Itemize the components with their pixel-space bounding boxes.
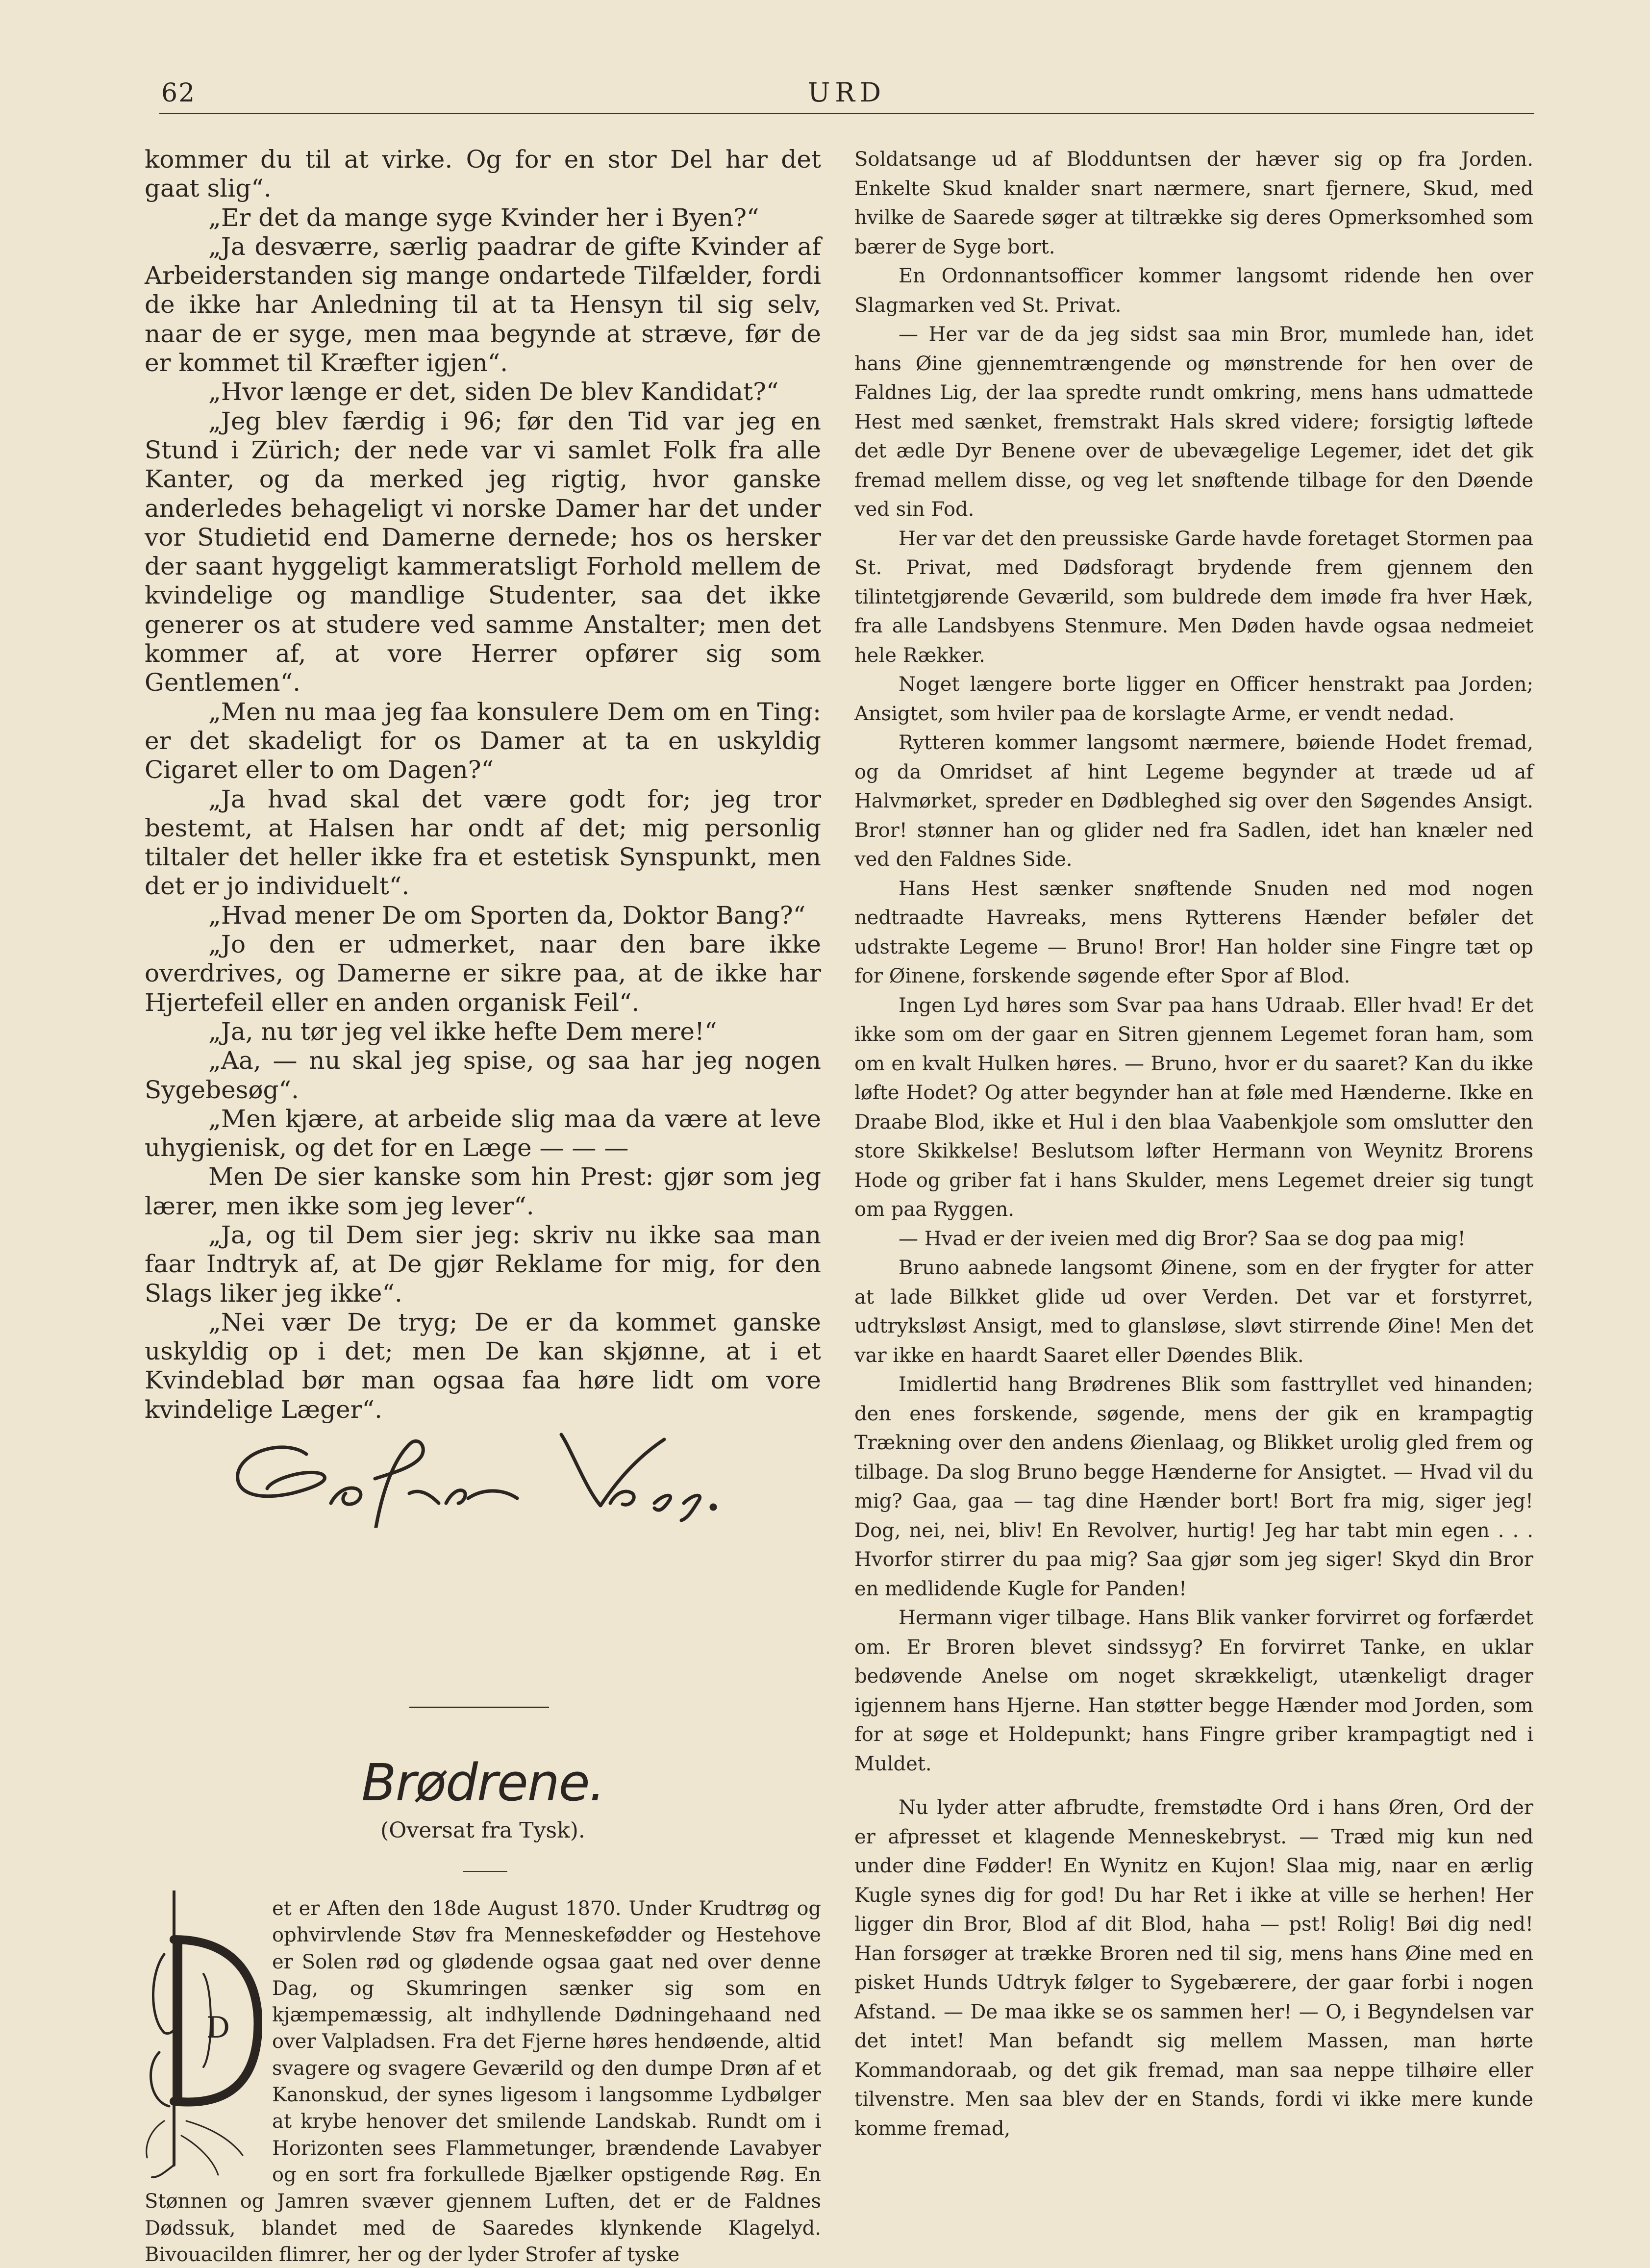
decorative-initial: [145, 1890, 262, 2180]
running-title: URD: [807, 77, 886, 108]
signature: [145, 1420, 821, 1528]
interview-text: [145, 145, 821, 1424]
paragraph: Ingen Lyd høres som Svar paa hans Udraab. Eller hvad! Er det ikke som om der gaar en Sitren gjennem Legemet foran ham, som om en kvalt Hulken høres. — Bruno, hvor er du saaret? Kan du ikke løfte Hodet? Og atter begynder han at føle med Hænderne. Ikke en Draabe Blod, ikke et Hul i den blaa Vaabenkjole som omslutter den store Skikkelse! Beslutsom løfter Hermann von Weynitz Brorens Hode og griber fat i hans Skulder, mens Legemet dreier sig tungt om paa Ryggen.: [854, 994, 1533, 1221]
paragraph: „Ja hvad skal det være godt for; jeg tror bestemt, at Halsen har ondt af det; mig personlig tiltaler det heller ikke fra et estetisk Synspunkt, men det er jo individuelt“.: [145, 784, 821, 901]
paragraph: Imidlertid hang Brødrenes Blik som fasttryllet ved hinanden; den enes forskende, søgende, mens der gik en krampagtig Trækning over den andens Øienlaag, og Blikket urolig gled frem og tilbage. Da slog Bruno begge Hænderne for Ansigtet. — Hvad vil du mig? Gaa, gaa — tag dine Hænder bort! Bort fra mig, siger jeg! Dog, nei, nei, bliv! En Revolver, hurtig! Jeg har tabt min egen . . . Hvorfor stirrer du paa mig? Saa gjør som jeg siger! Skyd din Bror en medlidende Kugle for Panden!: [854, 1373, 1533, 1600]
paragraph: Soldatsange ud af Blodduntsen der hæver sig op fra Jorden. Enkelte Skud knalder snart nærmere, snart fjernere, Skud, med hvilke de Saarede søger at tiltrække sig deres Opmerksomhed som bærer de Syge bort.: [854, 148, 1533, 258]
paragraph: „Ja, nu tør jeg vel ikke hefte Dem mere!“: [208, 1017, 717, 1046]
paragraph: Nu lyder atter afbrudte, fremstødte Ord i hans Øren, Ord der er afpresset et klagende Menneskebryst. — Træd mig kun ned under dine Fødder! En Wynitz en Kujon! Slaa mig, naar en ærlig Kugle synes dig for god! Du har Ret i ikke at ville se herhen! Her ligger din Bror, Blod af dit Blod, haha — pst! Rolig! Bøi dig ned! Han forsøger at trække Broren ned til sig, mens hans Øine med en pisket Hunds Udtryk følger to Sygebærere, der gaar forbi i nogen Afstand. — De maa ikke se os sammen her! — O, i Begyndelsen var det intet! Man befandt sig mellem Massen, man hørte Kommandoraab, og det gik fremad, man saa neppe tilhøire eller tilvenstre. Men saa blev der en Stands, fordi vi ikke mere kunde komme fremad,: [854, 1796, 1533, 2140]
paragraph: „Ja desværre, særlig paadrar de gifte Kvinder af Arbeiderstanden sig mange ondartede Tilfælder, fordi de ikke har Anledning til at ta Hensyn til sig selv, naar de er syge, men maa begynde at stræve, før de er kommet til Kræfter igjen“.: [145, 232, 821, 378]
paragraph: En Ordonnantsofficer kommer langsomt ridende hen over Slagmarken ved St. Privat.: [854, 265, 1533, 317]
paragraph: Her var det den preussiske Garde havde foretaget Stormen paa St. Privat, med Dødsforagt brydende frem gjennem den tilintetgjørende Geværild, som buldrede dem imøde fra hver Hæk, fra alle Landsbyens Stenmure. Men Døden havde ogsaa nedmeiet hele Rækker.: [854, 527, 1533, 667]
paragraph: „Jo den er udmerket, naar den bare ikke overdrives, og Damerne er sikre paa, at de ikke har Hjertefeil eller en anden organisk Feil“.: [145, 930, 821, 1017]
paragraph: Rytteren kommer langsomt nærmere, bøiende Hodet fremad, og da Omridset af hint Legeme begynder at træde ud af Halvmørket, spreder en Dødbleghed sig over den Søgendes Ansigt. Bror! stønner han og glider ned fra Sadlen, idet han knæler ned ved den Faldnes Side.: [854, 731, 1533, 871]
paragraph: „Nei vær De tryg; De er da kommet ganske uskyldig op i det; men De kan skjønne, at i et Kvindeblad bør man ogsaa faa høre lidt om vore kvindelige Læger“.: [145, 1308, 821, 1424]
page-number: 62: [161, 78, 196, 108]
paragraph: „Hvor længe er det, siden De blev Kandidat?“: [208, 378, 779, 406]
paragraph: Bruno aabnede langsomt Øinene, som en der frygter for atter at lade Bilkket glide ud over Verden. Det var et forstyrret, udtryksløst Ansigt, med to glansløse, sløvt stirrende Øine! Men det var ikke en haardt Saaret eller Døendes Blik.: [854, 1257, 1533, 1367]
paragraph: „Aa, — nu skal jeg spise, og saa har jeg nogen Sygebesøg“.: [145, 1046, 821, 1104]
paragraph: „Er det da mange syge Kvinder her i Byen?“: [208, 203, 759, 232]
paragraph: „Men nu maa jeg faa konsulere Dem om en Ting: er det skadeligt for os Damer at ta en uskyldig Cigaret eller to om Dagen?“: [145, 697, 821, 784]
paragraph: „Ja, og til Dem sier jeg: skriv nu ikke saa man faar Indtryk af, at De gjør Reklame for mig, for den Slags liker jeg ikke“.: [145, 1220, 821, 1308]
story-title: Brødrene.: [361, 1753, 604, 1813]
section-divider: [409, 1707, 549, 1708]
paragraph: Hermann viger tilbage. Hans Blik vanker forvirret og forfærdet om. Er Broren blevet sindssyg? En forvirret Tanke, en uklar bedøvende Anelse om noget skrækkeligt, utænkeligt drager igjennem hans Hjerne. Han støtter begge Hænder mod Jorden, som for at søge et Holdepunkt; hans Fingre griber krampagtigt ned i Muldet.: [854, 1607, 1533, 1775]
story-subtitle: (Oversat fra Tysk).: [380, 1818, 585, 1843]
page-header: [159, 74, 1534, 114]
right-column: [854, 145, 1533, 2143]
paragraph: Men De sier kanske som hin Prest: gjør som jeg lærer, men ikke som jeg lever“.: [145, 1162, 821, 1220]
paragraph: — Her var de da jeg sidst saa min Bror, mumlede han, idet hans Øine gjennemtrængende og mønstrende for hen over de Faldnes Lig, der laa spredte rundt omkring, mens hans udmattede Hest med sænket, fremstrakt Hals skred videre; forsigtig løftede det ædle Dyr Benene over de ubevægelige Legemer, idet det gik fremad mellem disse, og veg let snøftende tilbage for den Døende ved sin Fod.: [854, 323, 1533, 521]
story-paragraph: et er Aften den 18de August 1870. Under Krudtrøg og ophvirvlende Støv fra Menneskefødder og Hestehove er Solen rød og glødende ogsaa gaat ned over denne Dag, og Skumringen sænker sig som en kjæmpemæssig, alt indhyllende Dødningehaand ned over Valpladsen. Fra det Fjerne høres hendøende, altid svagere og svagere Geværild og den dumpe Drøn af et Kanonskud, der synes ligesom i langsomme Lydbølger at krybe henover det smilende Landskab. Rundt om i Horizonten sees Flammetunger, brændende Lavabyer og en sort fra forkullede Bjælker opstigende Røg. En Stønnen og Jamren svæver gjennem Luften, det er de Faldnes Dødssuk, blandet med de Saaredes klynkende Klagelyd. Bivouacilden flimrer, her og der lyder Strofer af tyske: [145, 1897, 821, 2266]
left-column: [145, 145, 821, 2266]
paragraph: Hans Hest sænker snøftende Snuden ned mod nogen nedtraadte Havreaks, mens Rytterens Hænder beføler det udstrakte Legeme — Bruno! Bror! Han holder sine Fingre tæt op for Øinene, forskende søgende efter Spor af Blod.: [854, 877, 1533, 987]
paragraph: „Jeg blev færdig i 96; før den Tid var jeg en Stund i Zürich; der nede var vi samlet Folk fra alle Kanter, og da merked jeg rigtig, hvor ganske anderledes behageligt vi norske Damer har det under vor Studietid end Damerne dernede; hos os hersker der saant hyggeligt kammeratsligt Forhold mellem de kvindelige og mandlige Studenter, saa det ikke generer os at studere ved samme Anstalter; men det kommer af, at vore Herrer opfører sig som Gentlemen“.: [145, 406, 821, 697]
paragraph: — Hvad er der iveien med dig Bror? Saa se dog paa mig!: [899, 1227, 1466, 1250]
subtitle-divider: [463, 1871, 507, 1872]
initial-letter: D: [206, 2011, 230, 2045]
paragraph: „Men kjære, at arbeide slig maa da være at leve uhygienisk, og det for en Læge — — —: [145, 1104, 821, 1162]
paragraph: kommer du til at virke. Og for en stor Del har det gaat slig“.: [145, 145, 821, 203]
paragraph: „Hvad mener De om Sporten da, Doktor Bang?“: [208, 901, 806, 930]
story-opening: [145, 1895, 821, 2268]
paragraph: Noget længere borte ligger en Officer henstrakt paa Jorden; Ansigtet, som hviler paa de korslagte Arme, er vendt nedad.: [854, 673, 1533, 725]
